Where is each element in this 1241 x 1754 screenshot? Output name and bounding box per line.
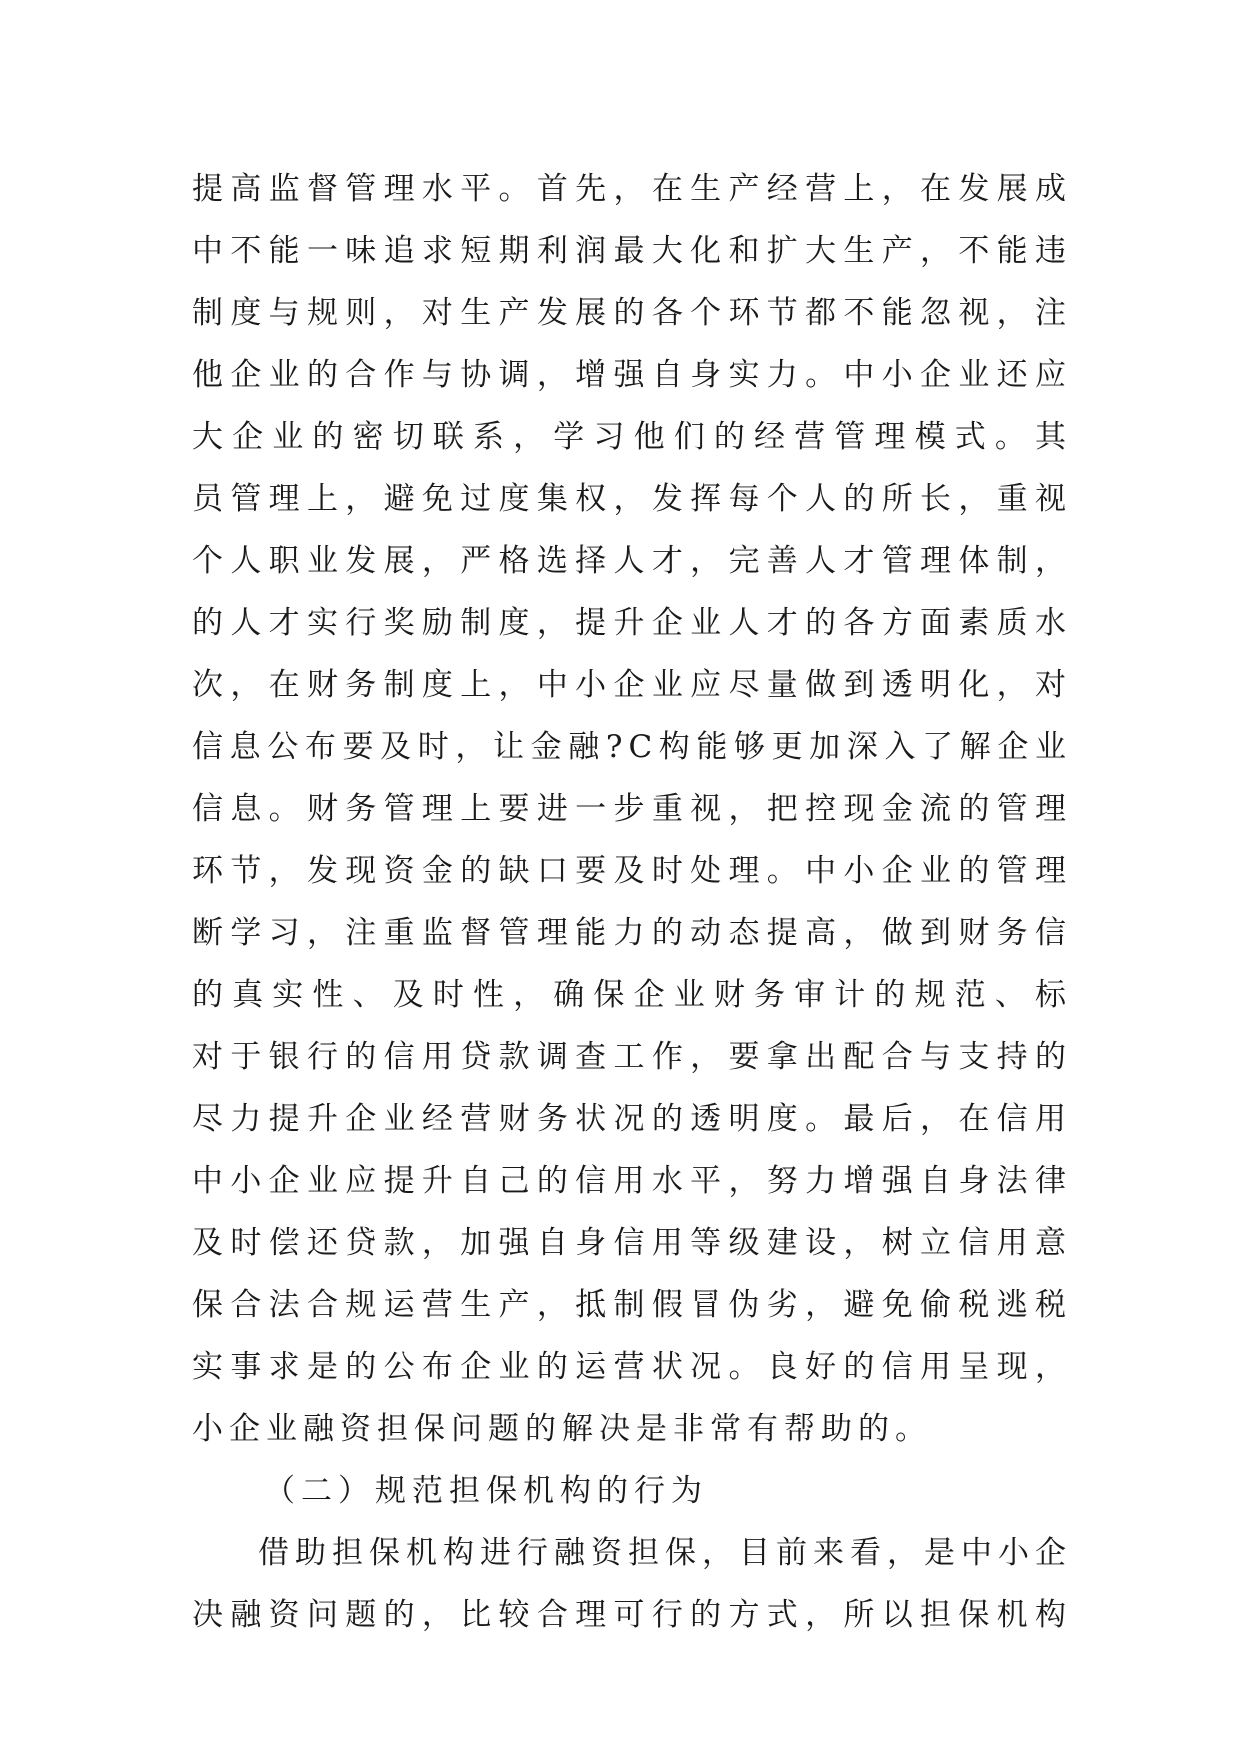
- body-text: [192, 158, 1072, 1646]
- paragraph-line: 信息公布要及时，让金融?C构能够更加深入了解企业: [192, 729, 1072, 765]
- paragraph-line: 中小企业应提升自己的信用水平，努力增强自身法律: [192, 1163, 1072, 1199]
- paragraph-line: 环节，发现资金的缺口要及时处理。中小企业的管理: [192, 853, 1072, 889]
- paragraph-line: 员管理上，避免过度集权，发挥每个人的所长，重视: [192, 481, 1072, 517]
- paragraph-line: 他企业的合作与协调，增强自身实力。中小企业还应: [192, 357, 1072, 393]
- paragraph-line: 实事求是的公布企业的运营状况。良好的信用呈现，: [192, 1349, 1072, 1385]
- paragraph-line: 制度与规则，对生产发展的各个环节都不能忽视，注: [192, 295, 1072, 331]
- paragraph-line: 的真实性、及时性，确保企业财务审计的规范、标: [192, 977, 1072, 1013]
- paragraph-line: 次，在财务制度上，中小企业应尽量做到透明化，对: [192, 667, 1072, 703]
- paragraph-line: 借助担保机构进行融资担保，目前来看，是中小企: [258, 1535, 1072, 1571]
- paragraph-line: 及时偿还贷款，加强自身信用等级建设，树立信用意: [192, 1225, 1072, 1261]
- paragraph-line: 小企业融资担保问题的解决是非常有帮助的。: [192, 1411, 932, 1447]
- paragraph-line: 个人职业发展，严格选择人才，完善人才管理体制，: [192, 543, 1072, 579]
- paragraph-line: 信息。财务管理上要进一步重视，把控现金流的管理: [192, 791, 1072, 827]
- paragraph-line: 保合法合规运营生产，抵制假冒伪劣，避免偷税逃税: [192, 1287, 1072, 1323]
- paragraph-line: 断学习，注重监督管理能力的动态提高，做到财务信: [192, 915, 1072, 951]
- paragraph-line: 提高监督管理水平。首先，在生产经营上，在发展成: [192, 171, 1072, 207]
- paragraph-line: 中不能一味追求短期利润最大化和扩大生产，不能违: [192, 233, 1072, 269]
- paragraph-line: 决融资问题的，比较合理可行的方式，所以担保机构: [192, 1597, 1072, 1633]
- paragraph-line: 尽力提升企业经营财务状况的透明度。最后，在信用: [192, 1101, 1072, 1137]
- paragraph-line: 的人才实行奖励制度，提升企业人才的各方面素质水: [192, 605, 1072, 641]
- paragraph-line: 对于银行的信用贷款调查工作，要拿出配合与支持的: [192, 1039, 1072, 1075]
- section-heading: （二）规范担保机构的行为: [264, 1473, 708, 1509]
- paragraph-line: 大企业的密切联系，学习他们的经营管理模式。其: [192, 419, 1072, 455]
